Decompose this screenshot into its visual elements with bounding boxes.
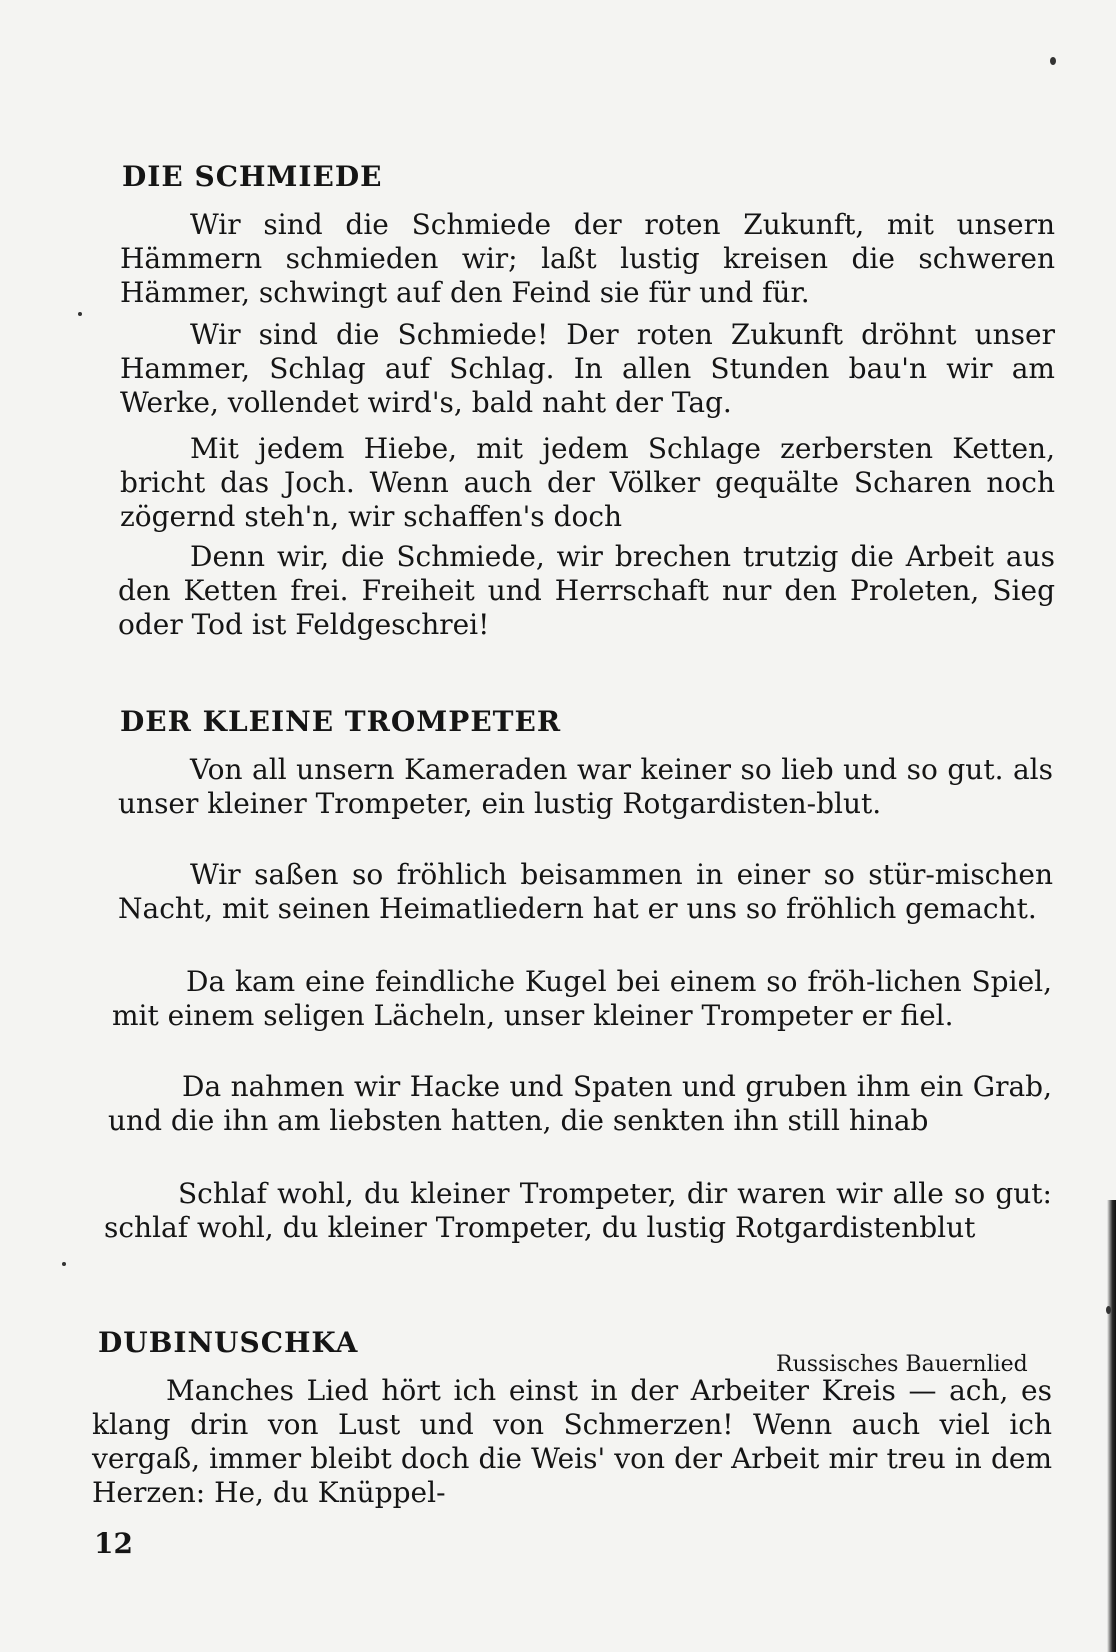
song-verse: Wir sind die Schmiede der roten Zukunft, mit unsern Hämmern schmieden wir; laßt lustig kreisen die schweren Hämmer, schwingt auf den Feind sie für und für. (120, 208, 1055, 309)
song-verse: Schlaf wohl, du kleiner Trompeter, dir waren wir alle so gut: schlaf wohl, du kleiner Trompeter, du lustig Rotgardistenblut (104, 1177, 1052, 1244)
page-edge-shadow (1107, 1200, 1116, 1652)
song-verse: Mit jedem Hiebe, mit jedem Schlage zerbersten Ketten, bricht das Joch. Wenn auch der Völker gequälte Scharen noch zögernd steh'n, wir schaffen's doch (120, 432, 1055, 533)
print-speck (1050, 57, 1056, 65)
song-verse: Denn wir, die Schmiede, wir brechen trutzig die Arbeit aus den Ketten frei. Freiheit und Herrschaft nur den Proleten, Sieg oder Tod ist Feldgeschrei! (118, 540, 1055, 641)
song-verse: Wir saßen so fröhlich beisammen in einer so stür-mischen Nacht, mit seinen Heimatliedern hat er uns so fröhlich gemacht. (118, 858, 1053, 925)
song-title-dubinuschka: DUBINUSCHKA (98, 1326, 359, 1359)
song-verse: Wir sind die Schmiede! Der roten Zukunft dröhnt unser Hammer, Schlag auf Schlag. In allen Stunden bau'n wir am Werke, vollendet wird's, bald naht der Tag. (120, 318, 1055, 419)
print-speck (1106, 1306, 1111, 1314)
print-speck (62, 1262, 66, 1266)
song-verse: Manches Lied hört ich einst in der Arbeiter Kreis — ach, es klang drin von Lust und von Schmerzen! Wenn auch viel ich vergaß, immer bleibt doch die Weis' von der Arbeit mir treu in dem Herzen: He, du Knüppel- (92, 1374, 1052, 1509)
song-title-der-kleine-trompeter: DER KLEINE TROMPETER (120, 705, 562, 738)
song-subtitle: Russisches Bauernlied (776, 1352, 1028, 1377)
page-number: 12 (94, 1527, 133, 1560)
print-speck (78, 312, 82, 316)
song-verse: Von all unsern Kameraden war keiner so lieb und so gut. als unser kleiner Trompeter, ein lustig Rotgardisten-blut. (118, 753, 1053, 820)
song-verse: Da kam eine feindliche Kugel bei einem so fröh-lichen Spiel, mit einem seligen Lächeln, unser kleiner Trompeter er fiel. (112, 965, 1052, 1032)
song-title-die-schmiede: DIE SCHMIEDE (122, 160, 383, 193)
song-verse: Da nahmen wir Hacke und Spaten und gruben ihm ein Grab, und die ihn am liebsten hatten, die senkten ihn still hinab (108, 1070, 1052, 1137)
